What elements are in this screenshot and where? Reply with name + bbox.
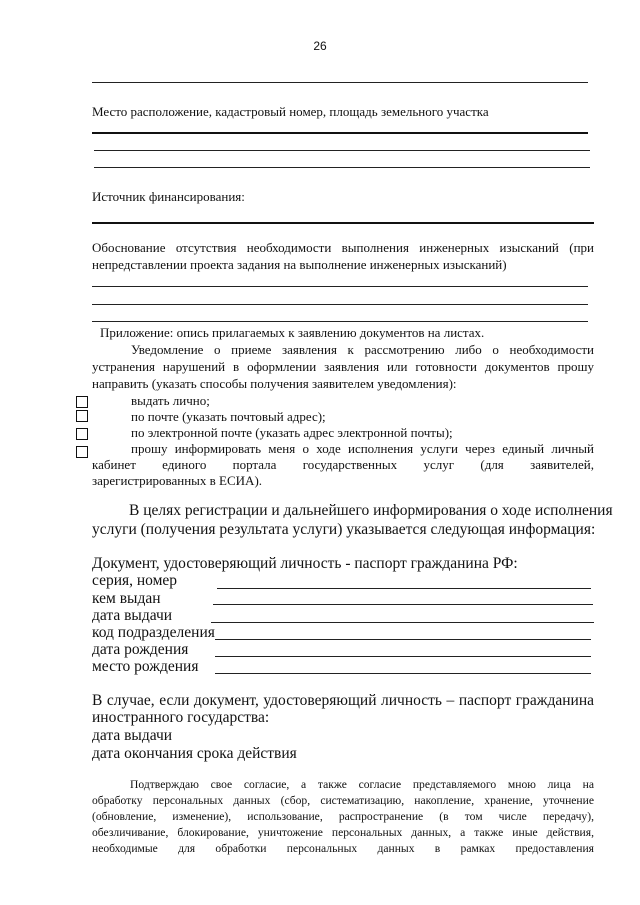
registration-text: В целях регистрации и дальнейшего информирования о ходе исполнения — [129, 502, 613, 519]
option-label: кабинет единого портала государственных услуг (для заявителей, — [92, 457, 594, 472]
passport-field-label: код подразделения — [92, 624, 215, 641]
consent-text: обезличивание, блокирование, уничтожение персональных данных, а также иные действия, — [92, 826, 594, 839]
consent-text: Подтверждаю свое согласие, а также согласие представляемого мною лица на — [130, 778, 594, 791]
checkbox-portal[interactable] — [76, 446, 88, 458]
funding-input-line[interactable] — [92, 222, 594, 224]
foreign-text: иностранного государства: — [92, 709, 270, 726]
option-label: по почте (указать почтовый адрес); — [131, 409, 326, 424]
registration-text: услуги (получения результата услуги) указывается следующая информация: — [92, 521, 596, 538]
option-label: зарегистрированных в ЕСИА). — [92, 473, 263, 488]
site-input-line[interactable] — [92, 132, 588, 134]
notification-text: Уведомление о приеме заявления к рассмотрению либо о необходимости — [131, 342, 594, 357]
passport-field-line[interactable] — [215, 656, 591, 657]
consent-text: необходимые для обработки персональных данных в рамках предоставления — [92, 842, 594, 855]
foreign-field-label: дата выдачи — [92, 727, 173, 744]
justification-input-line[interactable] — [92, 286, 588, 287]
option-label: по электронной почте (указать адрес электронной почты); — [131, 425, 453, 440]
justification-text: Обоснование отсутствия необходимости выполнения инженерных изысканий (при — [92, 240, 594, 255]
checkbox-in-person[interactable] — [76, 396, 88, 408]
option-label: прошу информировать меня о ходе исполнения услуги через единый личный — [131, 441, 594, 456]
site-input-line[interactable] — [94, 150, 590, 151]
justification-input-line[interactable] — [92, 321, 588, 322]
justification-text: непредставлении проекта задания на выполнение инженерных изысканий) — [92, 257, 507, 272]
site-input-line[interactable] — [94, 167, 590, 168]
consent-text: (обновление, изменение), использование, распространение (в том числе передачу), — [92, 810, 594, 823]
checkbox-email[interactable] — [76, 428, 88, 440]
passport-field-label: место рождения — [92, 658, 199, 675]
passport-field-line[interactable] — [213, 604, 593, 605]
attachment-text: Приложение: опись прилагаемых к заявлению документов на листах. — [100, 325, 485, 340]
consent-text: обработку персональных данных (сбор, систематизацию, накопление, хранение, уточнение — [92, 794, 594, 807]
foreign-text: В случае, если документ, удостоверяющий личность – паспорт гражданина — [92, 692, 594, 709]
passport-field-line[interactable] — [217, 588, 591, 589]
passport-field-line[interactable] — [215, 673, 591, 674]
justification-input-line[interactable] — [92, 304, 588, 305]
funding-label: Источник финансирования: — [92, 189, 245, 204]
notification-text: направить (указать способы получения заявителем уведомления): — [92, 376, 457, 391]
passport-field-label: кем выдан — [92, 590, 161, 607]
option-label: выдать лично; — [131, 393, 210, 408]
blank-line[interactable] — [92, 82, 588, 83]
notification-text: устранения нарушений в оформлении заявления или готовности документов прошу — [92, 359, 594, 374]
passport-field-line[interactable] — [215, 639, 591, 640]
passport-field-line[interactable] — [211, 622, 594, 623]
passport-heading: Документ, удостоверяющий личность - паспорт гражданина РФ: — [92, 555, 518, 572]
passport-field-label: серия, номер — [92, 572, 178, 589]
passport-field-label: дата рождения — [92, 641, 189, 658]
page-number: 26 — [313, 39, 327, 53]
site-label: Место расположение, кадастровый номер, площадь земельного участка — [92, 104, 489, 119]
foreign-field-label: дата окончания срока действия — [92, 745, 297, 762]
passport-field-label: дата выдачи — [92, 607, 173, 624]
checkbox-post[interactable] — [76, 410, 88, 422]
